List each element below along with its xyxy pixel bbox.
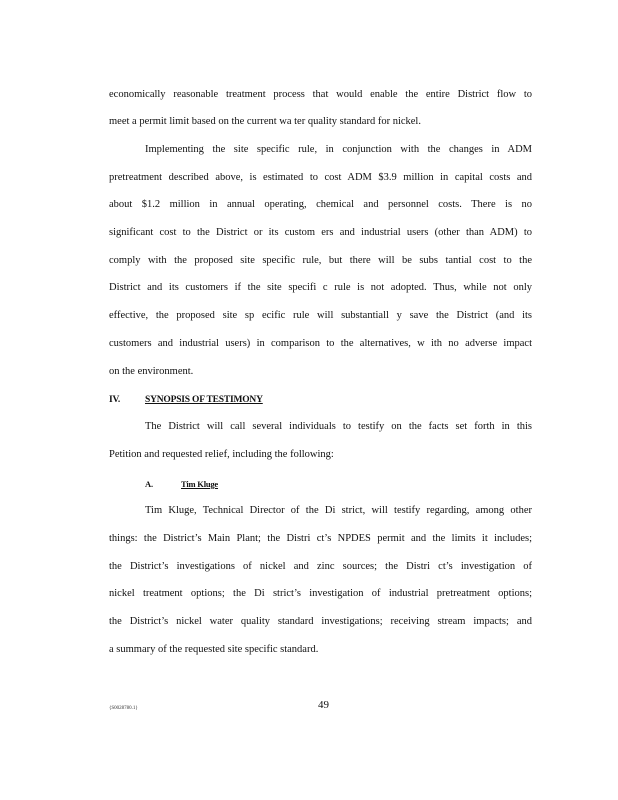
paragraph-4-line-3: the District’s investigations of nickel and zinc sources; the Distri ct’s investigation of [109,561,532,572]
paragraph-1-line-1: economically reasonable treatment process that would enable the entire District flow to [109,89,532,100]
paragraph-1-line-2: meet a permit limit based on the current wa ter quality standard for nickel. [109,116,421,127]
subsection-title: Tim Kluge [181,479,219,489]
paragraph-4-line-4: nickel treatment options; the Di strict’s investigation of industrial pretreatment options; [109,588,532,599]
paragraph-2-line-2: pretreatment described above, is estimated to cost ADM $3.9 million in capital costs and [109,172,532,183]
paragraph-4-line-1: Tim Kluge, Technical Director of the Di strict, will testify regarding, among other [145,505,532,516]
section-title: SYNOPSIS OF TESTIMONY [145,395,263,405]
footer-document-id: {S0028780.1} [109,706,138,711]
paragraph-2-line-3: about $1.2 million in annual operating, chemical and personnel costs. There is no [109,199,532,210]
paragraph-2-line-9: on the environment. [109,366,194,377]
paragraph-4-line-6: a summary of the requested site specific standard. [109,644,319,655]
paragraph-2-line-4: significant cost to the District or its custom ers and industrial users (other than ADM) to [109,227,532,238]
paragraph-2-line-8: customers and industrial users) in comparison to the alternatives, w ith no adverse impact [109,338,532,349]
paragraph-3-line-2: Petition and requested relief, including the following: [109,449,334,460]
paragraph-2-line-1: Implementing the site specific rule, in conjunction with the changes in ADM [145,144,532,155]
page-number: 49 [318,699,329,711]
section-number: IV. [109,395,121,405]
subsection-letter: A. [145,479,153,489]
paragraph-2-line-5: comply with the proposed site specific rule, but there will be subs tantial cost to the [109,255,532,266]
paragraph-3-line-1: The District will call several individuals to testify on the facts set forth in this [145,421,532,432]
paragraph-2-line-6: District and its customers if the site specifi c rule is not adopted. Thus, while not only [109,282,532,293]
paragraph-4-line-2: things: the District’s Main Plant; the Distri ct’s NPDES permit and the limits it includes; [109,533,532,544]
paragraph-2-line-7: effective, the proposed site sp ecific rule will substantiall y save the District (and its [109,310,532,321]
paragraph-4-line-5: the District’s nickel water quality standard investigations; receiving stream impacts; and [109,616,532,627]
